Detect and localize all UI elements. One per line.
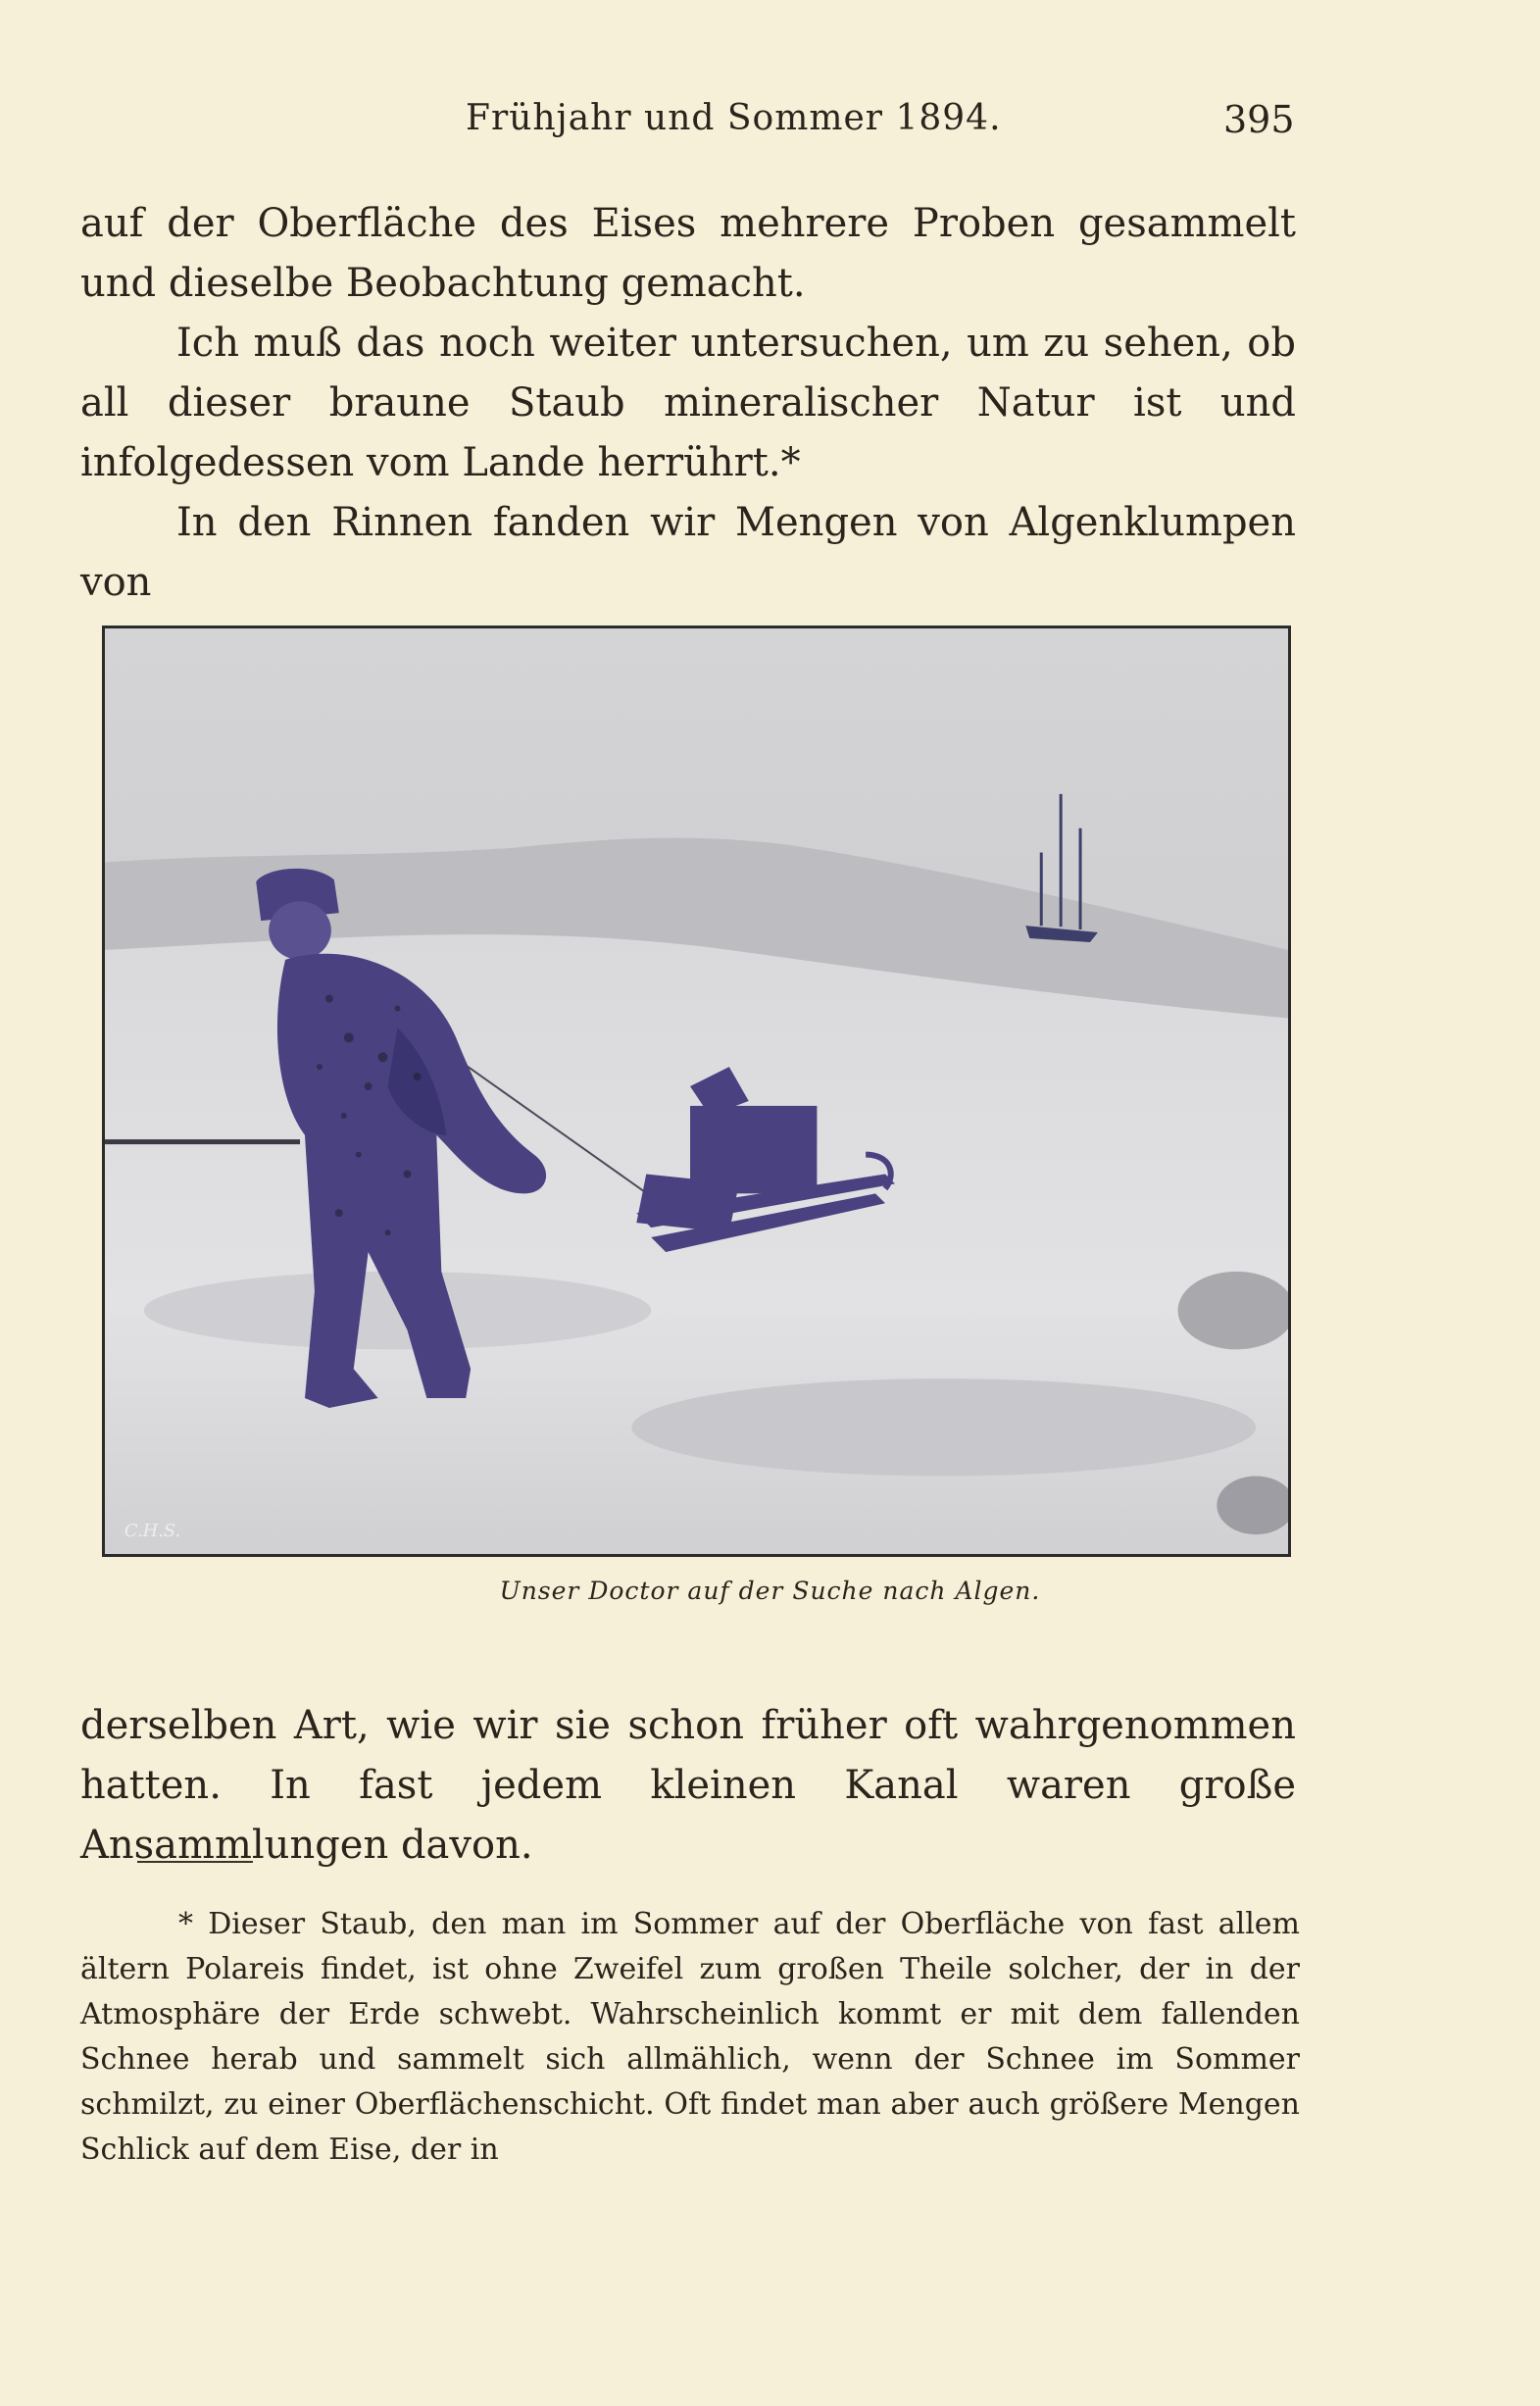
snow-drift bbox=[631, 1378, 1256, 1476]
paragraph: derselben Art, wie wir sie schon früher oft wahrgenommen hatten. In fast jedem kleinen Kanal waren große Ansammlungen davon. bbox=[80, 1703, 1296, 1868]
running-head bbox=[0, 98, 1540, 157]
text-after-figure bbox=[80, 1696, 1296, 1876]
paragraph: Ich muß das noch weiter untersuchen, um zu sehen, ob all dieser braune Staub mineralischer Natur ist und infolgedessen vom Lande herrührt.* bbox=[80, 321, 1296, 485]
figure-caption: Unser Doctor auf der Suche nach Algen. bbox=[499, 1577, 1041, 1605]
page-number: 395 bbox=[1223, 98, 1295, 141]
photo-signature: C.H.S. bbox=[124, 1521, 181, 1542]
running-title: Frühjahr und Sommer 1894. bbox=[466, 98, 1002, 138]
footnote-rule bbox=[137, 1861, 253, 1863]
footnote-text: * Dieser Staub, den man im Sommer auf der Oberfläche von fast allem ältern Polareis findet, ist ohne Zweifel zum großen Theile solcher, der in der Atmosphäre der Erde schwebt. Wahrscheinlich kommt er mit dem fallenden Schnee herab und sammelt sich allmählich, wenn der Schnee im Sommer schmilzt, zu einer Oberflächenschicht. Oft findet man aber auch größere Mengen Schlick auf dem Eise, der in bbox=[80, 1907, 1300, 2167]
paragraph: In den Rinnen fanden wir Mengen von Algenklumpen von bbox=[80, 500, 1296, 605]
photograph bbox=[105, 628, 1288, 1554]
footnote bbox=[80, 1902, 1300, 2173]
photograph-figure bbox=[102, 626, 1291, 1557]
text-before-figure bbox=[80, 194, 1296, 613]
paragraph: auf der Oberfläche des Eises mehrere Proben gesammelt und dieselbe Beobachtung gemacht. bbox=[80, 201, 1296, 306]
